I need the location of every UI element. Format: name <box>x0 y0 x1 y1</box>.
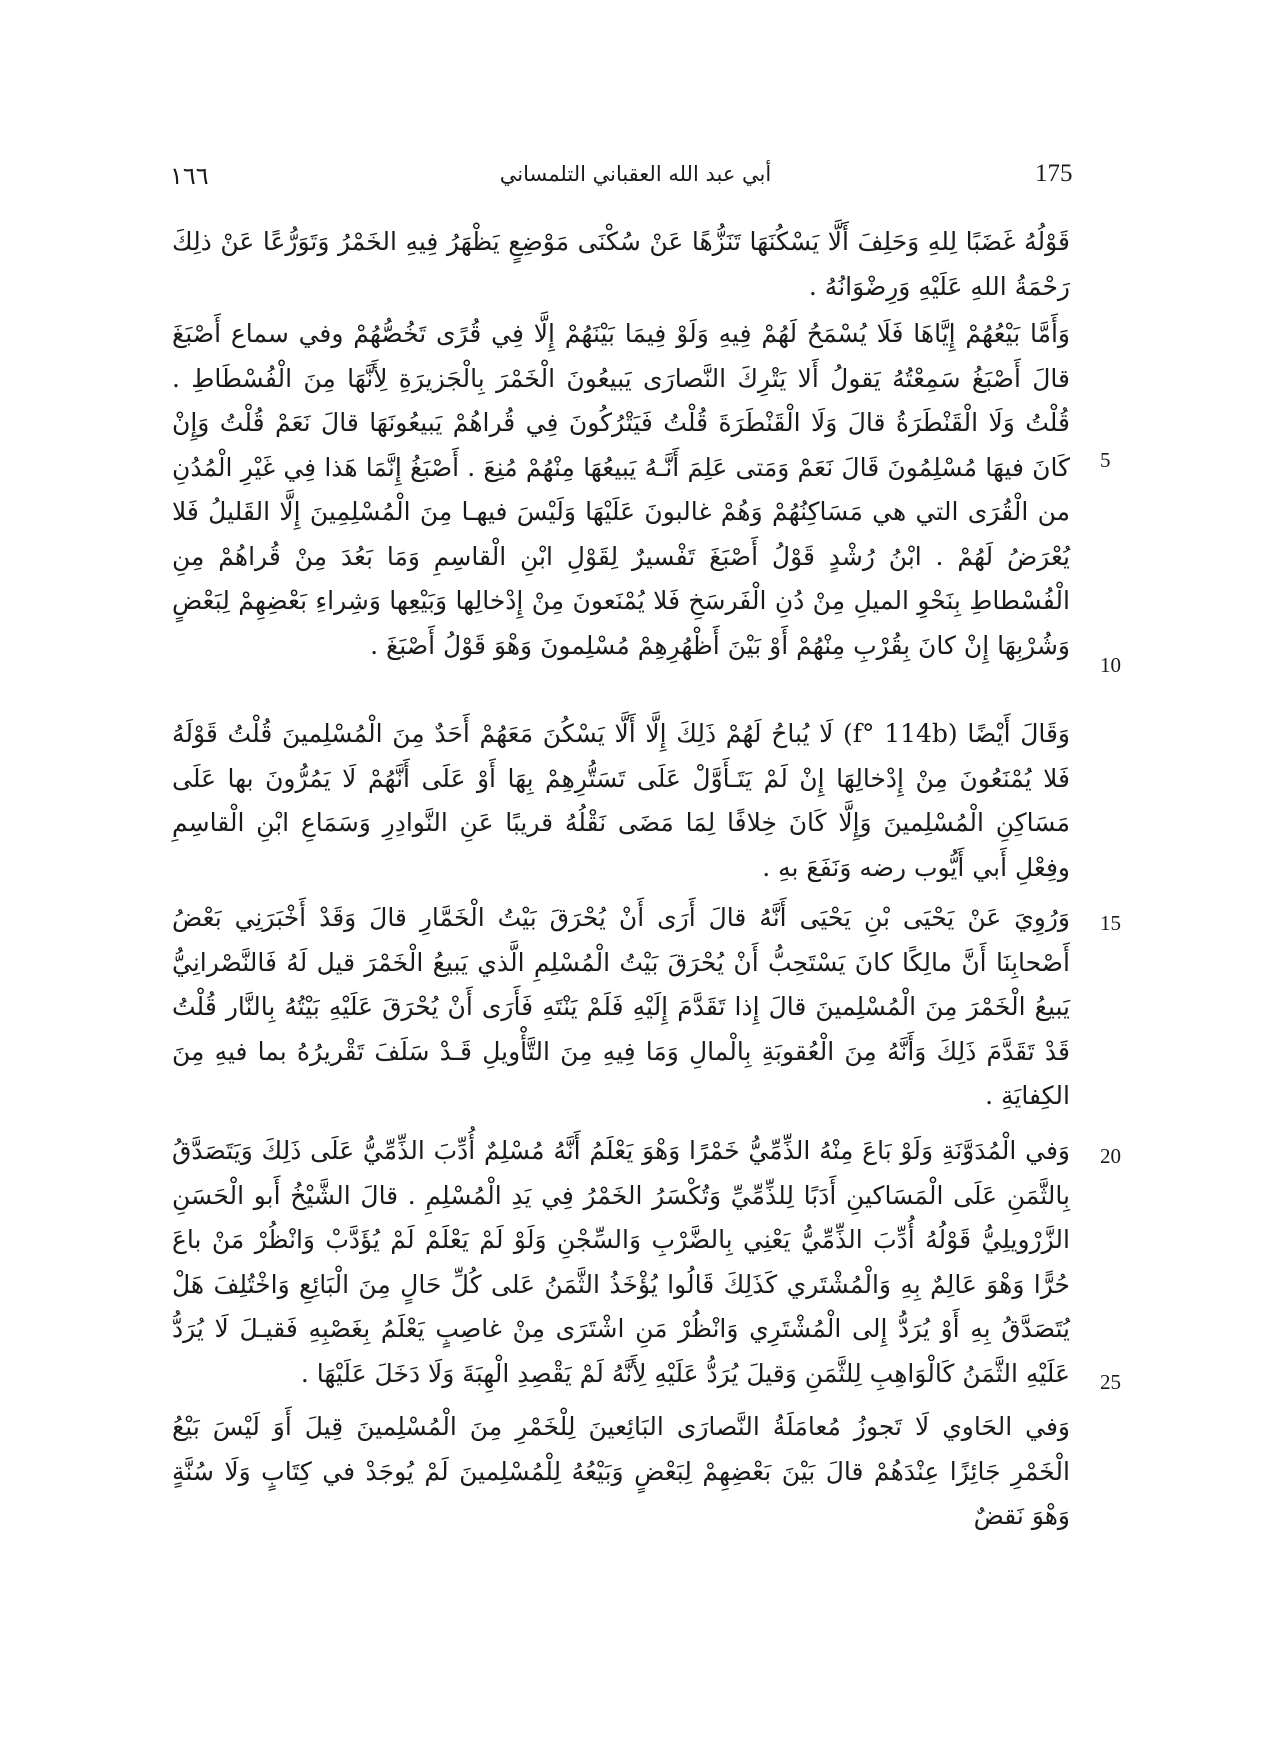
paragraph-text: وَفي الحَاوي لَا تَجوزُ مُعامَلَةُ النَّصارَى البَائِعينَ لِلْخَمْرِ مِنَ الْمُسْلِمينَ قِيلَ أَوَ لَيْسَ بَيْعُ الْخَمْرِ جَائِزًا عِنْدَهُمْ قالَ بَيْنَ بَعْضِهِمْ لِبَعْضٍ وَبَيْعُهُ لِلْمُسْلِمينَ لَمْ يُوجَدْ في كِتَابٍ وَلَا سُنَّةٍ وَهْوَ نَقضٌ <box>172 1412 1070 1530</box>
paragraph-3 <box>172 712 1070 890</box>
line-number: 5 <box>1100 448 1111 472</box>
line-number: 15 <box>1100 911 1121 935</box>
page-number-arabic: ١٦٦ <box>170 162 209 190</box>
page-number-latin: 175 <box>1035 160 1073 187</box>
paragraph-text: وَقَالَ أَيْضًا (f° 114b) لَا يُباحُ لَهُمْ ذَلِكَ إِلَّا أَلَّا يَسْكُنَ مَعَهُمْ أَحَدٌ مِنَ الْمُسْلِمينَ قُلْتُ قَوْلَهُ فَلا يُمْنَعُونَ مِنْ إِدْخالِهَا إِنْ لَمْ يَتَـأَوَّلْ عَلَى تَسَتُّرِهِمْ بِهَا أَوْ عَلَى أَنَّهُمْ لَا يَمُرُّونَ بها عَلَى مَسَاكِنِ الْمُسْلِمينَ وَإِلَّا كَانَ خِلافًا لِمَا مَضَى نَقْلُهُ قريبًا عَنِ النَّوادِرِ وَسَمَاعِ ابْنِ الْقاسِمِ وفِعْلِ أَبي أَيُّوب رضه وَنَفَعَ بهِ . <box>172 719 1070 882</box>
paragraph-text: وَرُوِيَ عَنْ يَحْيَى بْنِ يَحْيَى أَنَّهُ قالَ أَرَى أَنْ يُحْرَقَ بَيْتُ الْخَمَّارِ قالَ وَقَدْ أَخْبَرَنِي بَعْضُ أَصْحابِنَا أَنَّ مالِكًا كانَ يَسْتَحِبُّ أَنْ يُحْرَقَ بَيْتُ الْمُسْلِمِ الَّذي يَبيعُ الْخَمْرَ قيل لَهُ فَالنَّصْرانِيُّ يَبيعُ الْخَمْرَ مِنَ الْمُسْلِمينَ قالَ إِذا تَقَدَّمَ إِلَيْهِ فَلَمْ يَنْتَهِ فَأَرَى أَنْ يُحْرَقَ عَلَيْهِ بَيْتُهُ بِالنَّار قُلْتُ قَدْ تَقَدَّمَ ذَلِكَ وَأَنَّهُ مِنَ الْعُقوبَةِ بِالْمالِ وَمَا فِيهِ مِنَ التَّأْويلِ قَـدْ سَلَفَ تَقْريرُهُ بما فيهِ مِنَ الكِفايَةِ . <box>172 903 1071 1110</box>
paragraph-6 <box>172 1405 1070 1539</box>
paragraph-text: وَفي الْمُدَوَّنَةِ وَلَوْ بَاعَ مِنْهُ الذِّمِّيُّ خَمْرًا وَهْوَ يَعْلَمُ أَنَّهُ مُسْلِمٌ أُدِّبَ الذِّمِّيُّ عَلَى ذَلِكَ وَيَتَصَدَّقُ بِالثَّمَنِ عَلَى الْمَسَاكينِ أَدَبًا لِلذِّمِّيِّ وَتُكْسَرُ الخَمْرُ فِي يَدِ الْمُسْلِمِ . قالَ الشَّيْخُ أَبو الْحَسَنِ الزَّرْويلِيُّ قَوْلُهُ أُدِّبَ الذِّمِّيُّ يَعْنِي بِالضَّرْبِ وَالسِّجْنِ وَلَوْ لَمْ يَعْلَمْ لَمْ يُؤَدَّبْ وَانْظُرْ مَنْ باعَ حُرًّا وَهْوَ عَالِمٌ بِهِ وَالْمُشْتَري كَذَلِكَ قَالُوا يُؤْخَذُ الثَّمَنُ عَلى كُلِّ حَالٍ مِنَ الْبَائِعِ وَاخْتُلِفَ هَلْ يُتَصَدَّقُ بِهِ أَوْ يُرَدُّ إِلى الْمُشْتَرِي وَانْظُرْ مَنِ اشْتَرَى مِنْ غاصِبٍ يَعْلَمُ بِغَصْبِهِ فَقيـلَ لَا يُرَدُّ عَلَيْهِ الثَّمَنُ كَالْوَاهِبِ لِلثَّمَنِ وَقيلَ يُرَدُّ عَلَيْهِ لِأَنَّهُ لَمْ يَقْصِدِ الْهِبَةَ وَلَا دَخَلَ عَلَيْهَا . <box>172 1136 1070 1388</box>
running-title: أبي عبد الله العقباني التلمساني <box>499 162 772 186</box>
line-number: 10 <box>1100 653 1121 677</box>
line-number: 20 <box>1100 1144 1121 1168</box>
paragraph-1 <box>172 220 1070 309</box>
paragraph-text: وَأَمَّا بَيْعُهُمْ إِيَّاهَا فَلَا يُسْمَحُ لَهُمْ فِيهِ وَلَوْ فِيمَا بَيْنَهُمْ إِلَّا فِي قُرًى تَخُصُّهُمْ وفي سماع أَصْبَغَ قالَ أَصْبَغُ سَمِعْتُهُ يَقولُ أَلا يَتْرِكَ النَّصارَى يَبيعُونَ الْخَمْرَ بِالْجَزيرَةِ لِأَنَّهَا مِنَ الْفُسْطَاطِ . قُلْتُ وَلَا الْقَنْطَرَةُ قالَ وَلَا الْقَنْطَرَةَ قُلْتُ فَيَتْرُكُونَ فِي قُراهُمْ يَبيعُونَهَا قالَ نَعَمْ قُلْتُ وَإِنْ كَانَ فيهَا مُسْلِمُونَ قَالَ نَعَمْ وَمَتى عَلِمَ أَنَّـهُ يَبيعُهَا مِنْهُمْ مُنِعَ . أَصْبَغُ إِنَّمَا هَذا فِي غَيْرِ الْمُدُنِ من الْقُرَى التي هي مَسَاكِنُهُمْ وَهُمْ غالبونَ عَلَيْهَا وَلَيْسَ فيهـا مِنَ الْمُسْلِمِينَ إِلَّا القَليلُ فَلا يُعْرَضُ لَهُمْ . ابْنُ رُشْدٍ قَوْلُ أَصْبَغَ تَفْسيرٌ لِقَوْلِ ابْنِ الْقاسِمِ وَمَا بَعُدَ مِنْ قُراهُمْ مِنِ الْفُسْطاطِ بِنَحْوِ الميلِ مِنْ دُنِ الْفَرسَخِ فَلا يُمْنَعونَ مِنْ إِدْخالِها وَبَيْعِها وَشِراءِ بَعْضِهِمْ لِبَعْضٍ وَشُرْبِهَا إِنْ كانَ بِقُرْبِ مِنْهُمْ أَوْ بَيْنَ أَظْهُرِهِمْ مُسْلِمونَ وَهْوَ قَوْلُ أَصْبَغَ . <box>172 319 1070 660</box>
paragraph-4 <box>172 896 1070 1119</box>
line-number: 25 <box>1100 1370 1121 1394</box>
paragraph-2 <box>172 312 1070 668</box>
paragraph-5 <box>172 1129 1070 1396</box>
paragraph-text: قَوْلُهُ غَضَبًا لِلهِ وَحَلِفَ أَلَّا يَسْكُنَهَا تَنَزُّهًا عَنْ سُكْنَى مَوْضِعٍ يَظْهَرُ فِيهِ الخَمْرُ وَتَوَرُّعًا عَنْ ذلِكَ رَحْمَةُ اللهِ عَلَيْهِ وَرِضْوَانُهُ . <box>172 227 1070 301</box>
running-header <box>0 158 1271 198</box>
